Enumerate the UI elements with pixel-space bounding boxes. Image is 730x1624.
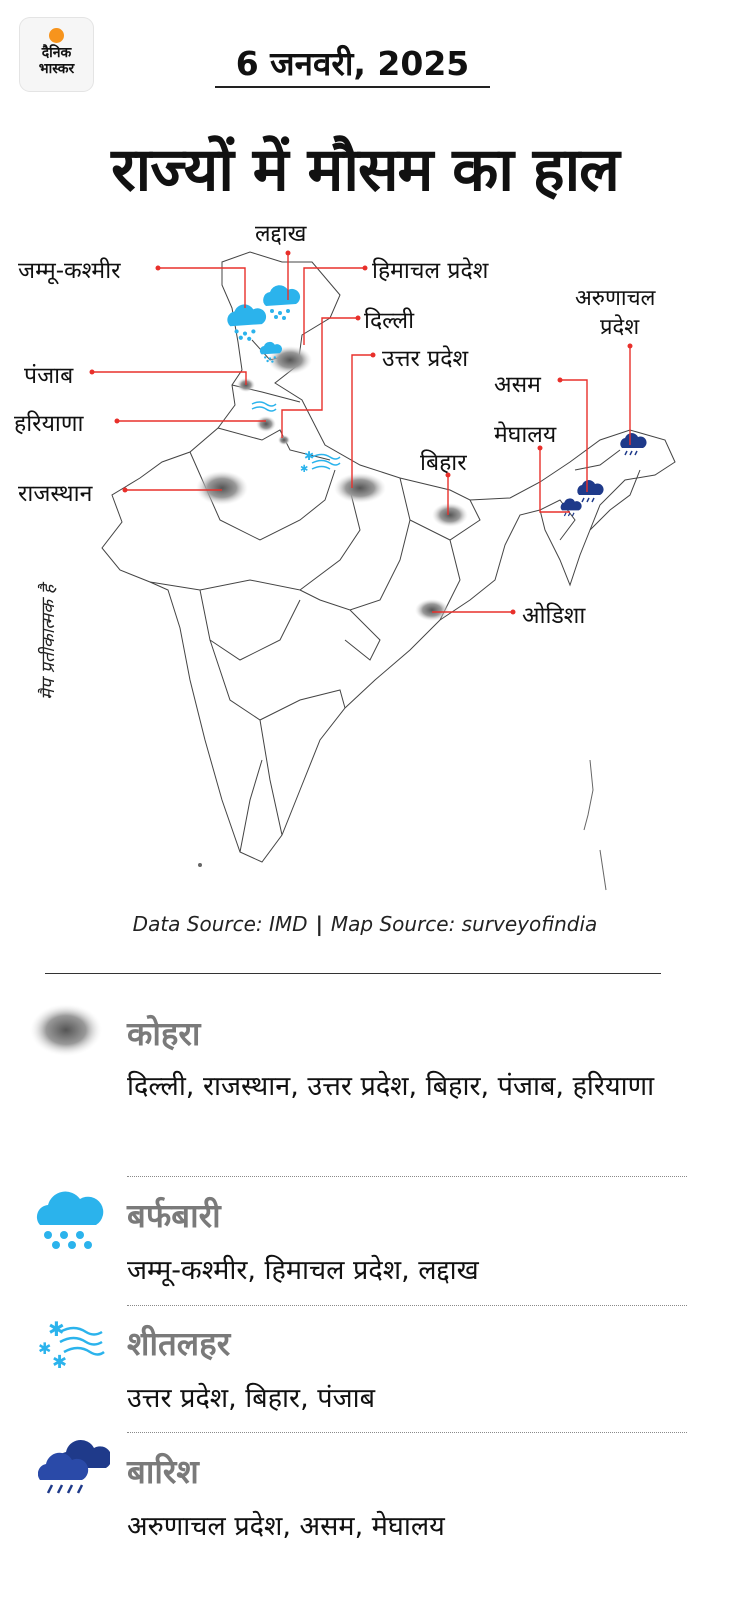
label-uttar-pradesh: उत्तर प्रदेश <box>382 346 469 372</box>
map-disclaimer: मैप प्रतीकात्मक है <box>38 584 59 700</box>
legend-coldwave-states: उत्तर प्रदेश, बिहार, पंजाब <box>127 1383 376 1414</box>
label-punjab: पंजाब <box>24 363 74 389</box>
dainik-bhaskar-logo <box>20 18 93 91</box>
legend-rain-states: अरुणाचल प्रदेश, असम, मेघालय <box>127 1511 445 1542</box>
label-arunachal-line2: प्रदेश <box>600 315 640 340</box>
data-source: Data Source: IMD <box>132 912 308 936</box>
label-arunachal-line1: अरुणाचल <box>575 286 656 311</box>
legend-coldwave-title: शीतलहर <box>127 1324 231 1363</box>
page-title: राज्यों में मौसम का हाल <box>111 135 619 205</box>
source-separator: | <box>315 912 323 936</box>
date-underline <box>215 86 490 88</box>
islands <box>199 760 607 890</box>
label-rajasthan: राजस्थान <box>18 481 93 507</box>
legend-snow-title: बर्फबारी <box>127 1196 221 1235</box>
snowfall-icon <box>34 1185 104 1255</box>
source-credit <box>0 912 730 936</box>
label-ladakh: लद्दाख <box>255 221 307 247</box>
legend-separator <box>127 1176 687 1177</box>
label-odisha: ओडिशा <box>522 603 586 629</box>
rain-markers <box>561 433 647 516</box>
cold-wave-icon <box>36 1318 112 1370</box>
label-bihar: बिहार <box>420 450 467 476</box>
label-himachal: हिमाचल प्रदेश <box>372 258 489 284</box>
legend-fog-title: कोहरा <box>127 1014 201 1053</box>
svg-text:✱: ✱ <box>48 1318 65 1341</box>
legend-separator <box>127 1432 687 1433</box>
sun-icon <box>49 28 64 43</box>
date-heading: 6 जनवरी, 2025 <box>235 44 470 83</box>
legend-fog-states: दिल्ली, राजस्थान, उत्तर प्रदेश, बिहार, पंजाब, हरियाणा <box>127 1071 655 1102</box>
legend-rain-title: बारिश <box>127 1452 199 1491</box>
svg-text:✱: ✱ <box>38 1339 52 1358</box>
svg-text:✱: ✱ <box>304 449 315 463</box>
label-haryana: हरियाणा <box>14 411 84 437</box>
label-assam: असम <box>494 372 541 398</box>
logo-line2: भास्कर <box>38 61 75 77</box>
label-meghalaya: मेघालय <box>494 422 557 448</box>
label-jammu-kashmir: जम्मू-कश्मीर <box>18 258 121 284</box>
legend-snow-states: जम्मू-कश्मीर, हिमाचल प्रदेश, लद्दाख <box>127 1255 479 1286</box>
logo-line1: दैनिक <box>41 45 72 61</box>
fog-icon <box>28 1000 104 1060</box>
svg-text:✱: ✱ <box>52 1352 68 1370</box>
label-delhi: दिल्ली <box>364 308 415 334</box>
section-divider <box>45 973 661 974</box>
fog-markers <box>196 346 468 621</box>
svg-text:✱: ✱ <box>300 464 309 475</box>
legend-separator <box>127 1305 687 1306</box>
rain-icon <box>38 1438 110 1500</box>
map-source: Map Source: surveyofindia <box>330 912 598 936</box>
